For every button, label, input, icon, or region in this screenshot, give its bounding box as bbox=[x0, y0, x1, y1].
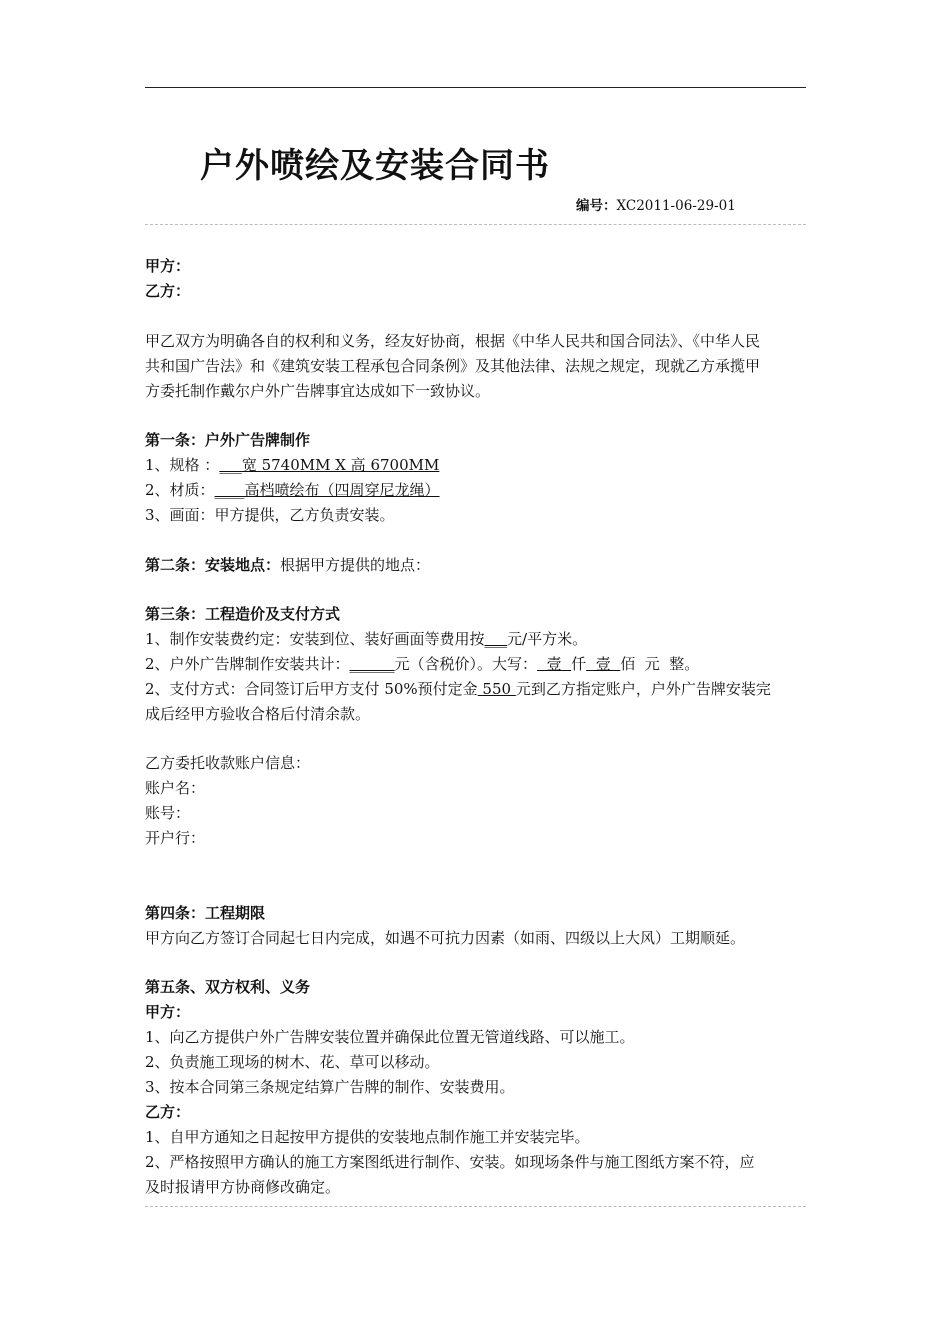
party-b-item: 1、自甲方通知之日起按甲方提供的安装地点制作施工并安装完毕。 bbox=[145, 1128, 590, 1146]
total-thousands: 壹 bbox=[537, 655, 572, 673]
deposit-amount: 550 bbox=[477, 680, 516, 698]
thousands-unit: 仟 bbox=[571, 655, 587, 673]
article-4-heading: 第四条：工程期限 bbox=[145, 904, 266, 922]
total-capital-label: 元（含税价）。大写： bbox=[394, 655, 538, 673]
contract-number-label: 编号： bbox=[576, 198, 617, 214]
article-5-party-a: 甲方： bbox=[145, 1003, 191, 1021]
article-3-fee-rate bbox=[145, 629, 587, 649]
header-divider bbox=[145, 224, 806, 225]
article-1-material bbox=[145, 480, 440, 500]
party-a-item: 1、向乙方提供户外广告牌安装位置并确保此位置无管道线路、可以施工。 bbox=[145, 1028, 635, 1046]
article-3-heading: 第三条：工程造价及支付方式 bbox=[145, 605, 341, 623]
article-3-total bbox=[145, 654, 699, 674]
article-2 bbox=[145, 555, 430, 575]
fee-rate-text: 1、制作安装费约定：安装到位、装好画面等费用按 bbox=[145, 630, 485, 648]
party-a-item: 2、负责施工现场的树木、花、草可以移动。 bbox=[145, 1053, 440, 1071]
party-a-item: 3、按本合同第三条规定结算广告牌的制作、安装费用。 bbox=[145, 1078, 515, 1096]
article-2-text: 根据甲方提供的地点： bbox=[280, 556, 431, 574]
article-5-party-b: 乙方： bbox=[145, 1103, 191, 1121]
article-4-text: 甲方向乙方签订合同起七日内完成，如遇不可抗力因素（如雨、四级以上大风）工期顺延。 bbox=[145, 929, 746, 947]
material-value: ____高档喷绘布（四周穿尼龙绳） bbox=[214, 481, 440, 499]
intro-line-1: 甲乙双方为明确各自的权利和义务，经友好协商，根据《中华人民共和国合同法》、《中华人民 bbox=[145, 332, 761, 350]
hundreds-unit: 佰 元 整。 bbox=[620, 655, 700, 673]
party-a-label: 甲方： bbox=[145, 257, 191, 275]
party-b-item: 2、严格按照甲方确认的施工方案图纸进行制作、安装。如现场条件与施工图纸方案不符，应 bbox=[145, 1153, 755, 1171]
contract-number-value: XC2011-06-29-01 bbox=[616, 198, 736, 214]
party-b-label: 乙方： bbox=[145, 282, 191, 300]
payment-text-2: 元到乙方指定账户，户外广告牌安装完 bbox=[515, 680, 771, 698]
article-3-payment-cont: 成后经甲方验收合格后付清余款。 bbox=[145, 705, 371, 723]
total-text: 2、户外广告牌制作安装共计： bbox=[145, 655, 350, 673]
payment-text: 2、支付方式：合同签订后甲方支付 50%预付定金 bbox=[145, 680, 478, 698]
fee-rate-blank: ___ bbox=[484, 630, 508, 648]
intro-line-2: 共和国广告法》和《建筑安装工程承包合同条例》及其他法律、法规之规定，现就乙方承揽甲 bbox=[145, 357, 761, 375]
fee-rate-unit: 元/平方米。 bbox=[507, 630, 588, 648]
material-label: 2、材质： bbox=[145, 481, 215, 499]
footer-divider bbox=[145, 1206, 806, 1207]
article-5-heading: 第五条、双方权利、义务 bbox=[145, 978, 311, 996]
account-name: 账户名： bbox=[145, 779, 206, 797]
spec-value: ___宽 5740MM X 高 6700MM bbox=[219, 456, 440, 474]
header-rule bbox=[145, 87, 806, 88]
article-1-spec bbox=[145, 455, 439, 475]
party-b-item: 及时报请甲方协商修改确定。 bbox=[145, 1178, 341, 1196]
account-intro: 乙方委托收款账户信息： bbox=[145, 754, 311, 772]
article-1-heading: 第一条：户外广告牌制作 bbox=[145, 431, 311, 449]
intro-line-3: 方委托制作戴尔户外广告牌事宜达成如下一致协议。 bbox=[145, 382, 491, 400]
article-3-payment bbox=[145, 679, 771, 699]
spec-label: 1、规格 ： bbox=[145, 456, 220, 474]
total-hundreds: 壹 bbox=[586, 655, 621, 673]
article-1-picture: 3、画面：甲方提供，乙方负责安装。 bbox=[145, 506, 395, 524]
account-bank: 开户行： bbox=[145, 829, 206, 847]
article-2-heading: 第二条：安装地点： bbox=[145, 556, 281, 574]
contract-number bbox=[576, 194, 736, 214]
total-amount-blank: ______ bbox=[349, 655, 395, 673]
document-title: 户外喷绘及安装合同书 bbox=[200, 146, 550, 186]
account-number: 账号： bbox=[145, 804, 191, 822]
